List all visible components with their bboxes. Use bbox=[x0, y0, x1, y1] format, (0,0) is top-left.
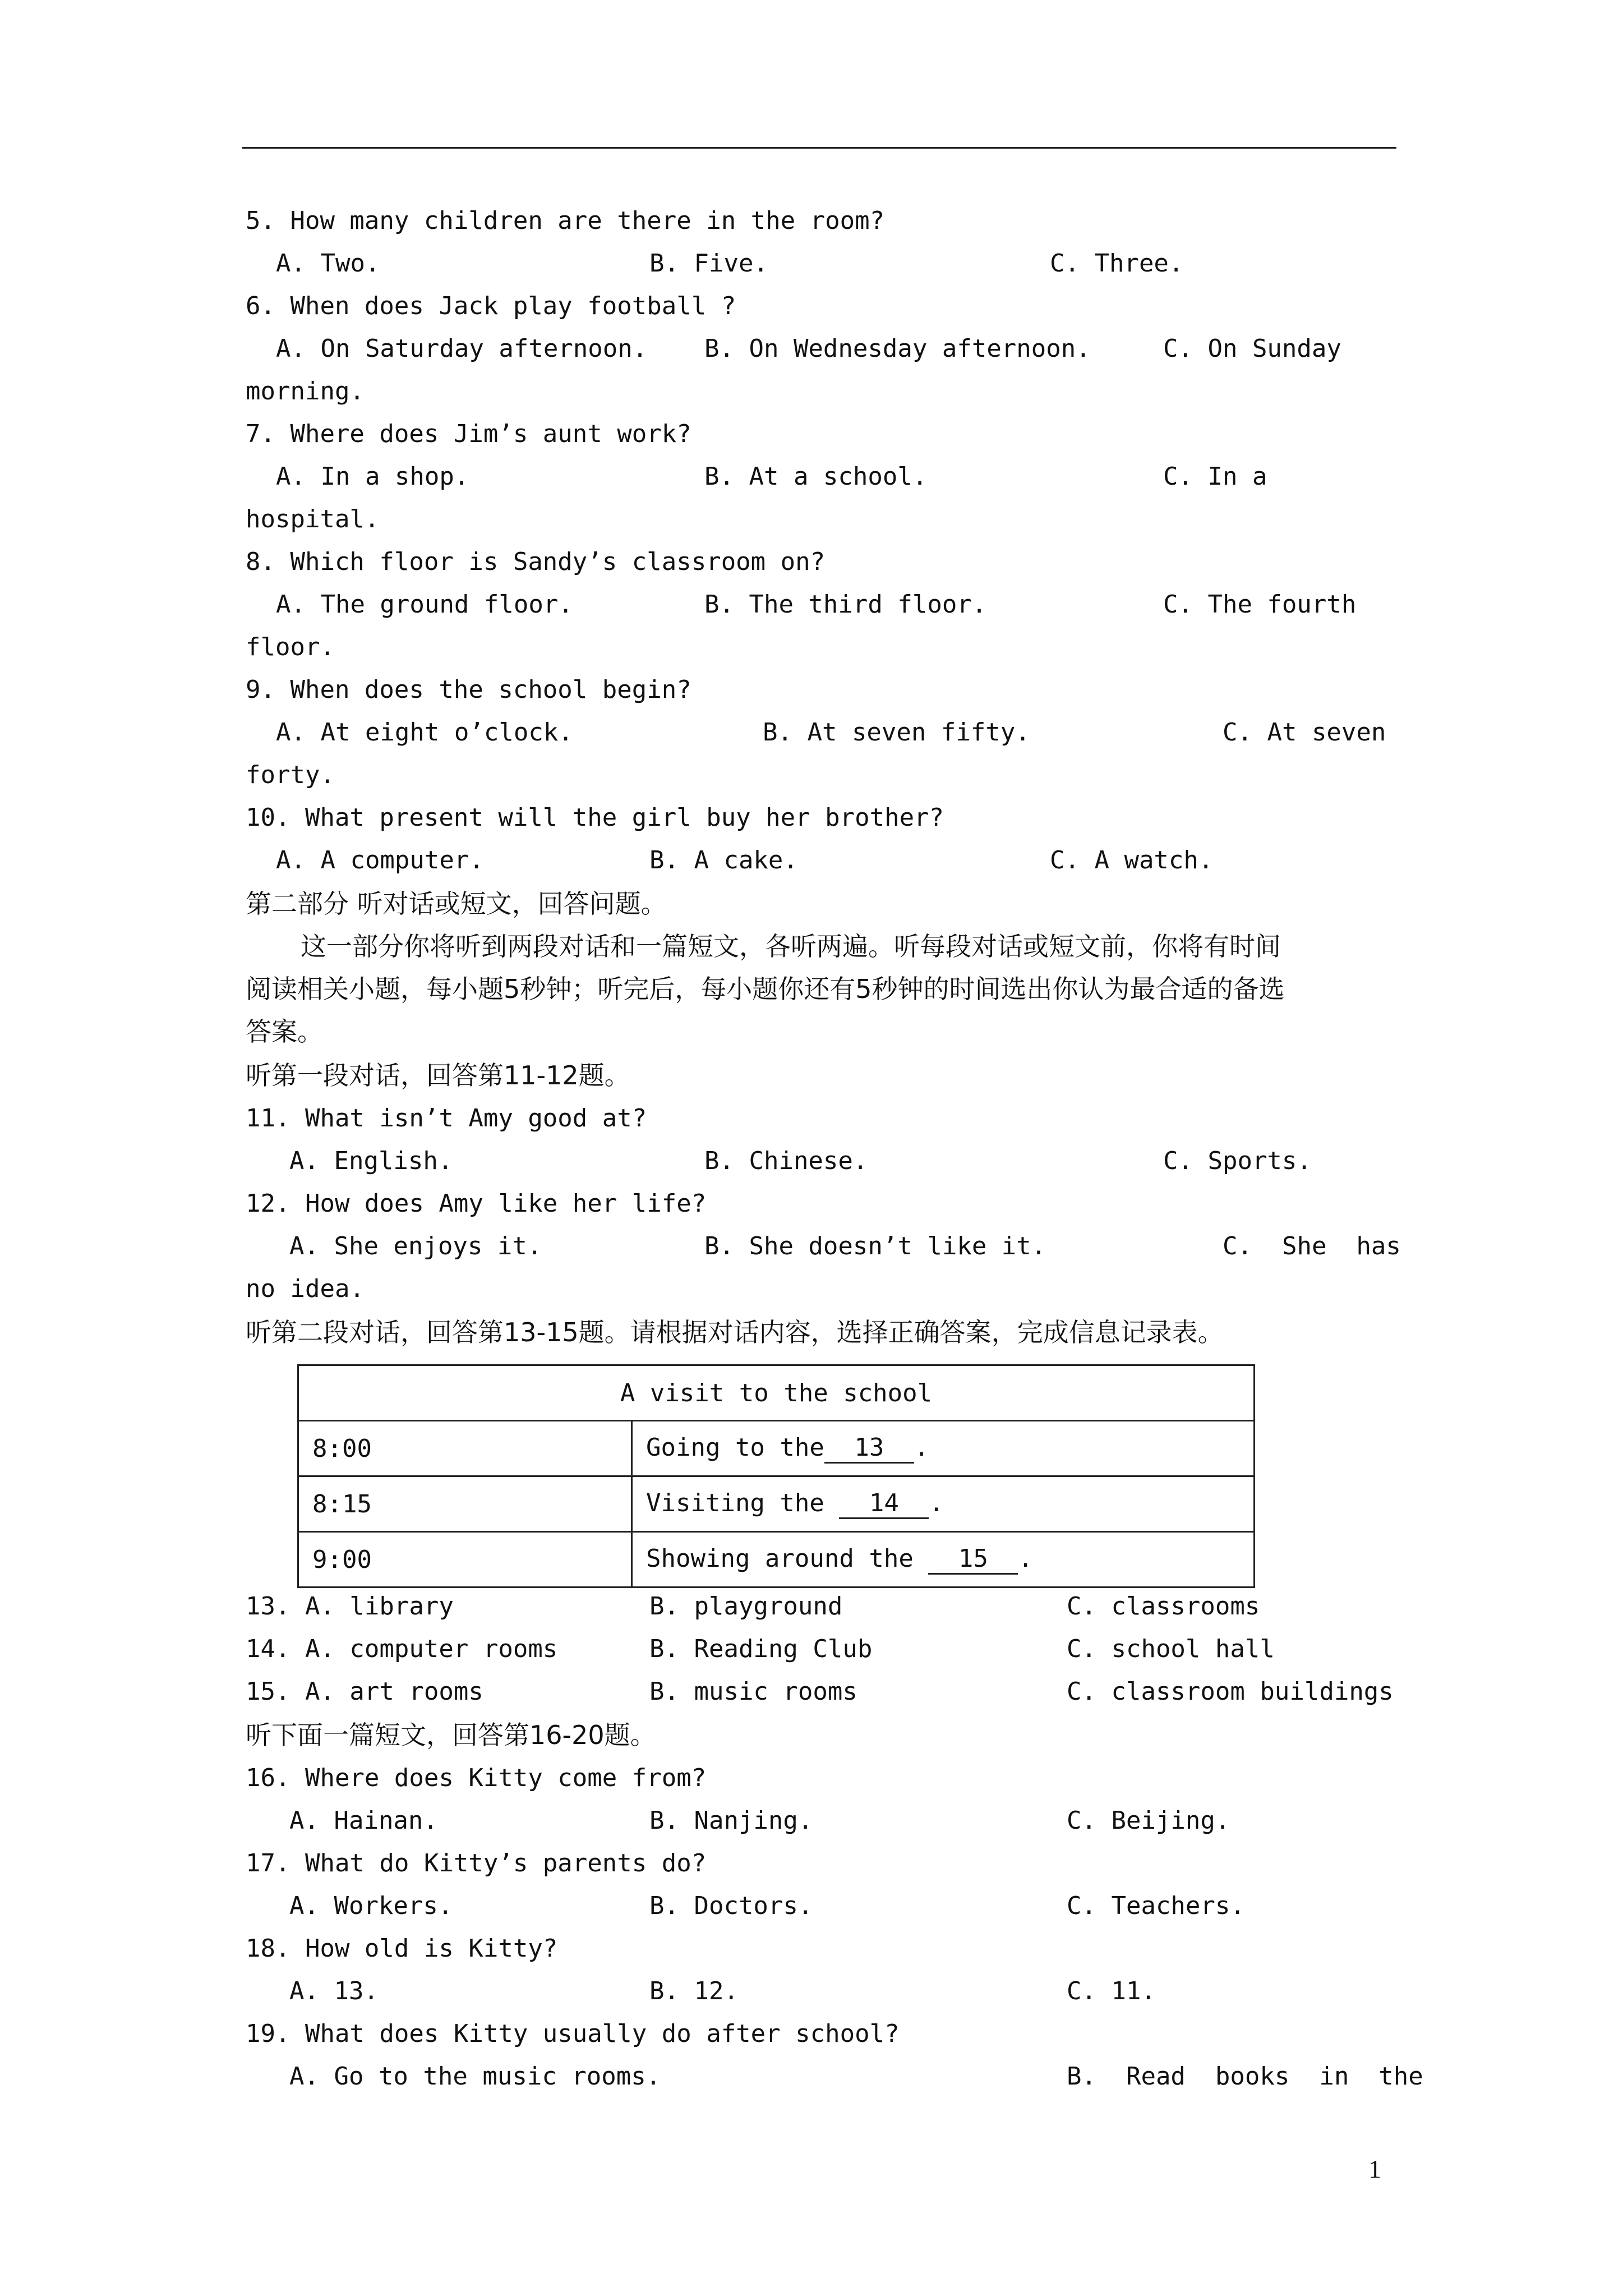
dialogue1-heading: 听第一段对话，回答第11-12题。 bbox=[246, 1060, 630, 1091]
question-18: 18. How old is Kitty? bbox=[246, 1934, 558, 1963]
question-16: 16. Where does Kitty come from? bbox=[246, 1764, 707, 1792]
q12-option-c: C. She has bbox=[1223, 1232, 1401, 1260]
q19-option-a: A. Go to the music rooms. bbox=[289, 2062, 661, 2091]
info-record-table bbox=[297, 1364, 1255, 1588]
q8-option-b: B. The third floor. bbox=[704, 590, 987, 619]
q7-option-a: A. In a shop. bbox=[276, 462, 469, 491]
header-rule bbox=[242, 147, 1396, 149]
question-6: 6. When does Jack play football ? bbox=[246, 292, 736, 320]
q10-option-c: C. A watch. bbox=[1050, 846, 1214, 875]
q11-option-b: B. Chinese. bbox=[704, 1147, 868, 1175]
table-activity bbox=[632, 1532, 1255, 1588]
q18-option-b: B. 12. bbox=[649, 1977, 739, 2005]
q5-option-a: A. Two. bbox=[276, 249, 380, 278]
q5-option-b: B. Five. bbox=[649, 249, 768, 278]
q18-option-c: C. 11. bbox=[1067, 1977, 1156, 2005]
q7-option-b: B. At a school. bbox=[704, 462, 928, 491]
q14-option-a: 14. A. computer rooms bbox=[246, 1635, 558, 1663]
answer-blank: 15 bbox=[928, 1544, 1018, 1575]
question-19: 19. What does Kitty usually do after school? bbox=[246, 2019, 900, 2048]
q15-option-c: C. classroom buildings bbox=[1067, 1677, 1394, 1706]
table-activity bbox=[632, 1476, 1255, 1532]
dialogue2-heading: 听第二段对话，回答第13-15题。请根据对话内容，选择正确答案，完成信息记录表。 bbox=[246, 1317, 1224, 1347]
part2-instructions-line2: 阅读相关小题，每小题5秒钟；听完后，每小题你还有5秒钟的时间选出你认为最合适的备选 bbox=[246, 974, 1285, 1004]
table-title: A visit to the school bbox=[298, 1365, 1255, 1421]
q7-option-c-continued: hospital. bbox=[246, 505, 380, 533]
part2-instructions-line1: 这一部分你将听到两段对话和一篇短文，各听两遍。听每段对话或短文前，你将有时间 bbox=[301, 931, 1281, 961]
q8-option-a: A. The ground floor. bbox=[276, 590, 573, 619]
q17-option-a: A. Workers. bbox=[289, 1892, 453, 1920]
q16-option-b: B. Nanjing. bbox=[649, 1806, 813, 1835]
activity-text: Showing around the bbox=[646, 1544, 929, 1573]
q10-option-a: A. A computer. bbox=[276, 846, 484, 875]
q16-option-a: A. Hainan. bbox=[289, 1806, 438, 1835]
activity-period: . bbox=[1018, 1544, 1033, 1573]
q10-option-b: B. A cake. bbox=[649, 846, 798, 875]
question-9: 9. When does the school begin? bbox=[246, 675, 691, 704]
q15-option-b: B. music rooms bbox=[649, 1677, 857, 1706]
passage-heading: 听下面一篇短文，回答第16-20题。 bbox=[246, 1720, 656, 1750]
activity-text: Visiting the bbox=[646, 1489, 840, 1517]
q11-option-a: A. English. bbox=[289, 1147, 453, 1175]
q13-option-a: 13. A. library bbox=[246, 1592, 454, 1621]
q18-option-a: A. 13. bbox=[289, 1977, 379, 2005]
q6-option-c: C. On Sunday bbox=[1163, 334, 1341, 363]
activity-text: Going to the bbox=[646, 1433, 824, 1462]
part2-instructions-line3: 答案。 bbox=[246, 1016, 323, 1047]
question-17: 17. What do Kitty’s parents do? bbox=[246, 1849, 707, 1878]
q12-option-c-continued: no idea. bbox=[246, 1274, 365, 1303]
activity-period: . bbox=[914, 1433, 929, 1462]
table-time: 9:00 bbox=[298, 1532, 632, 1588]
q13-option-b: B. playground bbox=[649, 1592, 843, 1621]
q16-option-c: C. Beijing. bbox=[1067, 1806, 1230, 1835]
question-8: 8. Which floor is Sandy’s classroom on? bbox=[246, 547, 826, 576]
question-7: 7. Where does Jim’s aunt work? bbox=[246, 420, 691, 448]
q17-option-b: B. Doctors. bbox=[649, 1892, 813, 1920]
q9-option-c: C. At seven bbox=[1223, 718, 1386, 747]
q8-option-c-continued: floor. bbox=[246, 633, 335, 661]
answer-blank: 14 bbox=[839, 1489, 929, 1519]
q14-option-b: B. Reading Club bbox=[649, 1635, 873, 1663]
q12-option-b: B. She doesn’t like it. bbox=[704, 1232, 1046, 1260]
q13-option-c: C. classrooms bbox=[1067, 1592, 1260, 1621]
q14-option-c: C. school hall bbox=[1067, 1635, 1275, 1663]
table-time: 8:15 bbox=[298, 1476, 632, 1532]
q15-option-a: 15. A. art rooms bbox=[246, 1677, 483, 1706]
q9-option-a: A. At eight o’clock. bbox=[276, 718, 573, 747]
table-activity bbox=[632, 1421, 1255, 1476]
q17-option-c: C. Teachers. bbox=[1067, 1892, 1245, 1920]
table-row bbox=[298, 1476, 1255, 1532]
q8-option-c: C. The fourth bbox=[1163, 590, 1357, 619]
q19-option-b: B. Read books in the bbox=[1067, 2062, 1423, 2091]
table-row bbox=[298, 1532, 1255, 1588]
q6-option-a: A. On Saturday afternoon. bbox=[276, 334, 648, 363]
answer-blank: 13 bbox=[824, 1433, 914, 1464]
activity-period: . bbox=[929, 1489, 944, 1517]
q5-option-c: C. Three. bbox=[1050, 249, 1184, 278]
q6-option-b: B. On Wednesday afternoon. bbox=[704, 334, 1091, 363]
q7-option-c: C. In a bbox=[1163, 462, 1267, 491]
question-12: 12. How does Amy like her life? bbox=[246, 1189, 707, 1218]
question-5: 5. How many children are there in the room? bbox=[246, 206, 885, 235]
page-number: 1 bbox=[1368, 2155, 1381, 2183]
q9-option-c-continued: forty. bbox=[246, 761, 335, 789]
q11-option-c: C. Sports. bbox=[1163, 1147, 1312, 1175]
part2-title: 第二部分 听对话或短文，回答问题。 bbox=[246, 889, 667, 919]
table-time: 8:00 bbox=[298, 1421, 632, 1476]
q9-option-b: B. At seven fifty. bbox=[763, 718, 1030, 747]
q12-option-a: A. She enjoys it. bbox=[289, 1232, 542, 1260]
table-row bbox=[298, 1421, 1255, 1476]
question-10: 10. What present will the girl buy her brother? bbox=[246, 803, 944, 832]
q6-option-c-continued: morning. bbox=[246, 377, 365, 406]
question-11: 11. What isn’t Amy good at? bbox=[246, 1104, 647, 1133]
